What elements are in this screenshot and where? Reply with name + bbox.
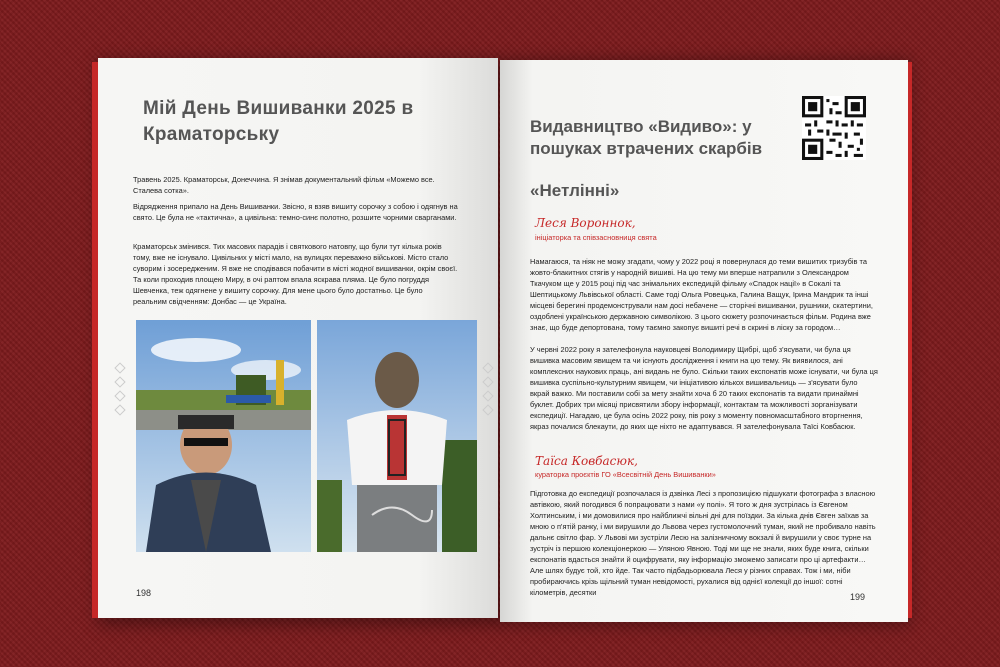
selfie-photo [136, 320, 311, 552]
page-number-left: 198 [136, 588, 152, 598]
left-page-title: Мій День Вишиванки 2025 в Краматорську [143, 98, 414, 145]
author1-signature: Леся Вороннок, [535, 216, 636, 230]
left-paragraph-3: Краматорськ змінився. Тих масових парадів і святкового натовпу, що були тут кілька років тому, вже не існувало. Цивільних у місті мало, на вулицях переважно військові. Місто стало суворим і зосередженим. Я вже не сподівався побачити в місті жодної вишиванки, окрім своєї. Та коли проходив площею Миру, в очі раптом впала яскрава пляма. Це було погруддя Шевченка, теж одягнене у вишиту сорочку. Для мене цього було достатньо. Це було реальним свідченням: Донбас — це Україна. [133, 242, 458, 306]
left-page [98, 58, 498, 618]
right-paragraph-3: Підготовка до експедиції розпочалася із дзвінка Лесі з пропозицією підшукати фотографа з власною автівкою, який погодився б попрацювати з нами «у полі». Я того ж дня зустрілась із Євгеном Холтинським, і ми домовилися про найближчі вільні дні для поїздки. За кілька днів Євген заїхав за мною о п'ятій ранку, і ми вирушили до Львова через густомолочний туман, який не пробивало навіть дальнє світло фар. У Львові ми зустріли Лесю на залізничному вокзалі й вирушили у своє турне на зустріч із першою колекціонеркою — Уляною Явною. Тоді ми ще не знали, яких буде книга, скільки експонатів вдасться знайти й оцифрувати, яку інформацію зможемо записати про ці артефакти… Але шлях будує той, хто йде. Так часто підбадьорювала Леся у різних справах. Тож і ми, ніби пробираючись крізь щільний туман невідомості, рухалися від однієї колекції до іншої: сотні кілометрів, десятки [530, 489, 876, 597]
ornament-left [114, 358, 124, 420]
right-page-subtitle: «Нетлінні» [530, 181, 620, 200]
qr-code-icon [802, 96, 866, 160]
right-page-title: Видавництво «Видиво»: у пошуках втрачених скарбів [530, 117, 763, 158]
right-paragraph-1: Намагаюся, та ніяк не можу згадати, чому у 2022 році я повернулася до теми вишитих тризубів та жовто-блакитних стягів у народній вишиві. На цю тему ми вперше натрапили з Олександром Ткачуком ще у 2015 році під час знімальних експедицій фільму «Спадок нації» в Сокалі та Шептицькому Львівської області. Саме тоді Ольга Ровецька, Галина Ващук, Ірина Мандрик та інші місцеві берегині продемонстрували нам досі небачене — сторічні вишиванки, рушники, скатертини, оздоблені українською державною символікою. З цього сюжету розпочинається фільм. Родина вже знає, що буде депортована, тому таємно закопує вишиті речі в скрині в ліску за городом… [530, 257, 873, 332]
shevchenko-bust-photo [317, 320, 477, 552]
open-book [92, 40, 912, 620]
right-paragraph-2: У червні 2022 року я зателефонула науковцеві Володимиру Щибрі, щоб з'ясувати, чи була ця вишивка масовим явищем та чи існують дослідження і книги на цю тему. Як виявилося, ані комплексних наукових праць, ані видань не було. Скільки таких експонатів може існувати, чи була ця вишивка суспільно-культурним явищем, чи ініціативою кількох вишивальниць — з'ясувати було вкрай важко. Ми поставили собі за мету знайти хоча б 20 таких експонатів та видати принаймні буклет. Добрих три місяці присвятили збору інформації, контактам та можливості зорганізувати експедиції. Нагадаю, це була осінь 2022 року, пів року з моменту повномасштабного вторгнення, якраз почалися блекаути, до яких ще ніхто не адаптувався. Я зателефонувала Таїсі Ковбасюк. [530, 345, 878, 431]
left-paragraph-2: Відрядження припало на День Вишиванки. Звісно, я взяв вишиту сорочку з собою і одягнув на свято. Це була не «тактична», а цивільна: темно-синє полотно, розшите чорними сварганами. [133, 202, 458, 222]
right-page [500, 60, 908, 622]
author2-signature: Таїса Ковбасюк, [535, 454, 638, 468]
author1-role: ініціаторка та співзасновниця свята [535, 233, 657, 242]
page-number-right: 199 [850, 592, 866, 602]
selfie-photo-image [136, 320, 311, 552]
ornament-right [482, 358, 492, 420]
shevchenko-bust-image [317, 320, 477, 552]
author2-role: кураторка проєктів ГО «Всесвітній День Вишиванки» [535, 470, 716, 479]
left-paragraph-1: Травень 2025. Краматорськ, Донеччина. Я знімав документальний фільм «Можемо все. Сталева сотка». [133, 175, 435, 195]
